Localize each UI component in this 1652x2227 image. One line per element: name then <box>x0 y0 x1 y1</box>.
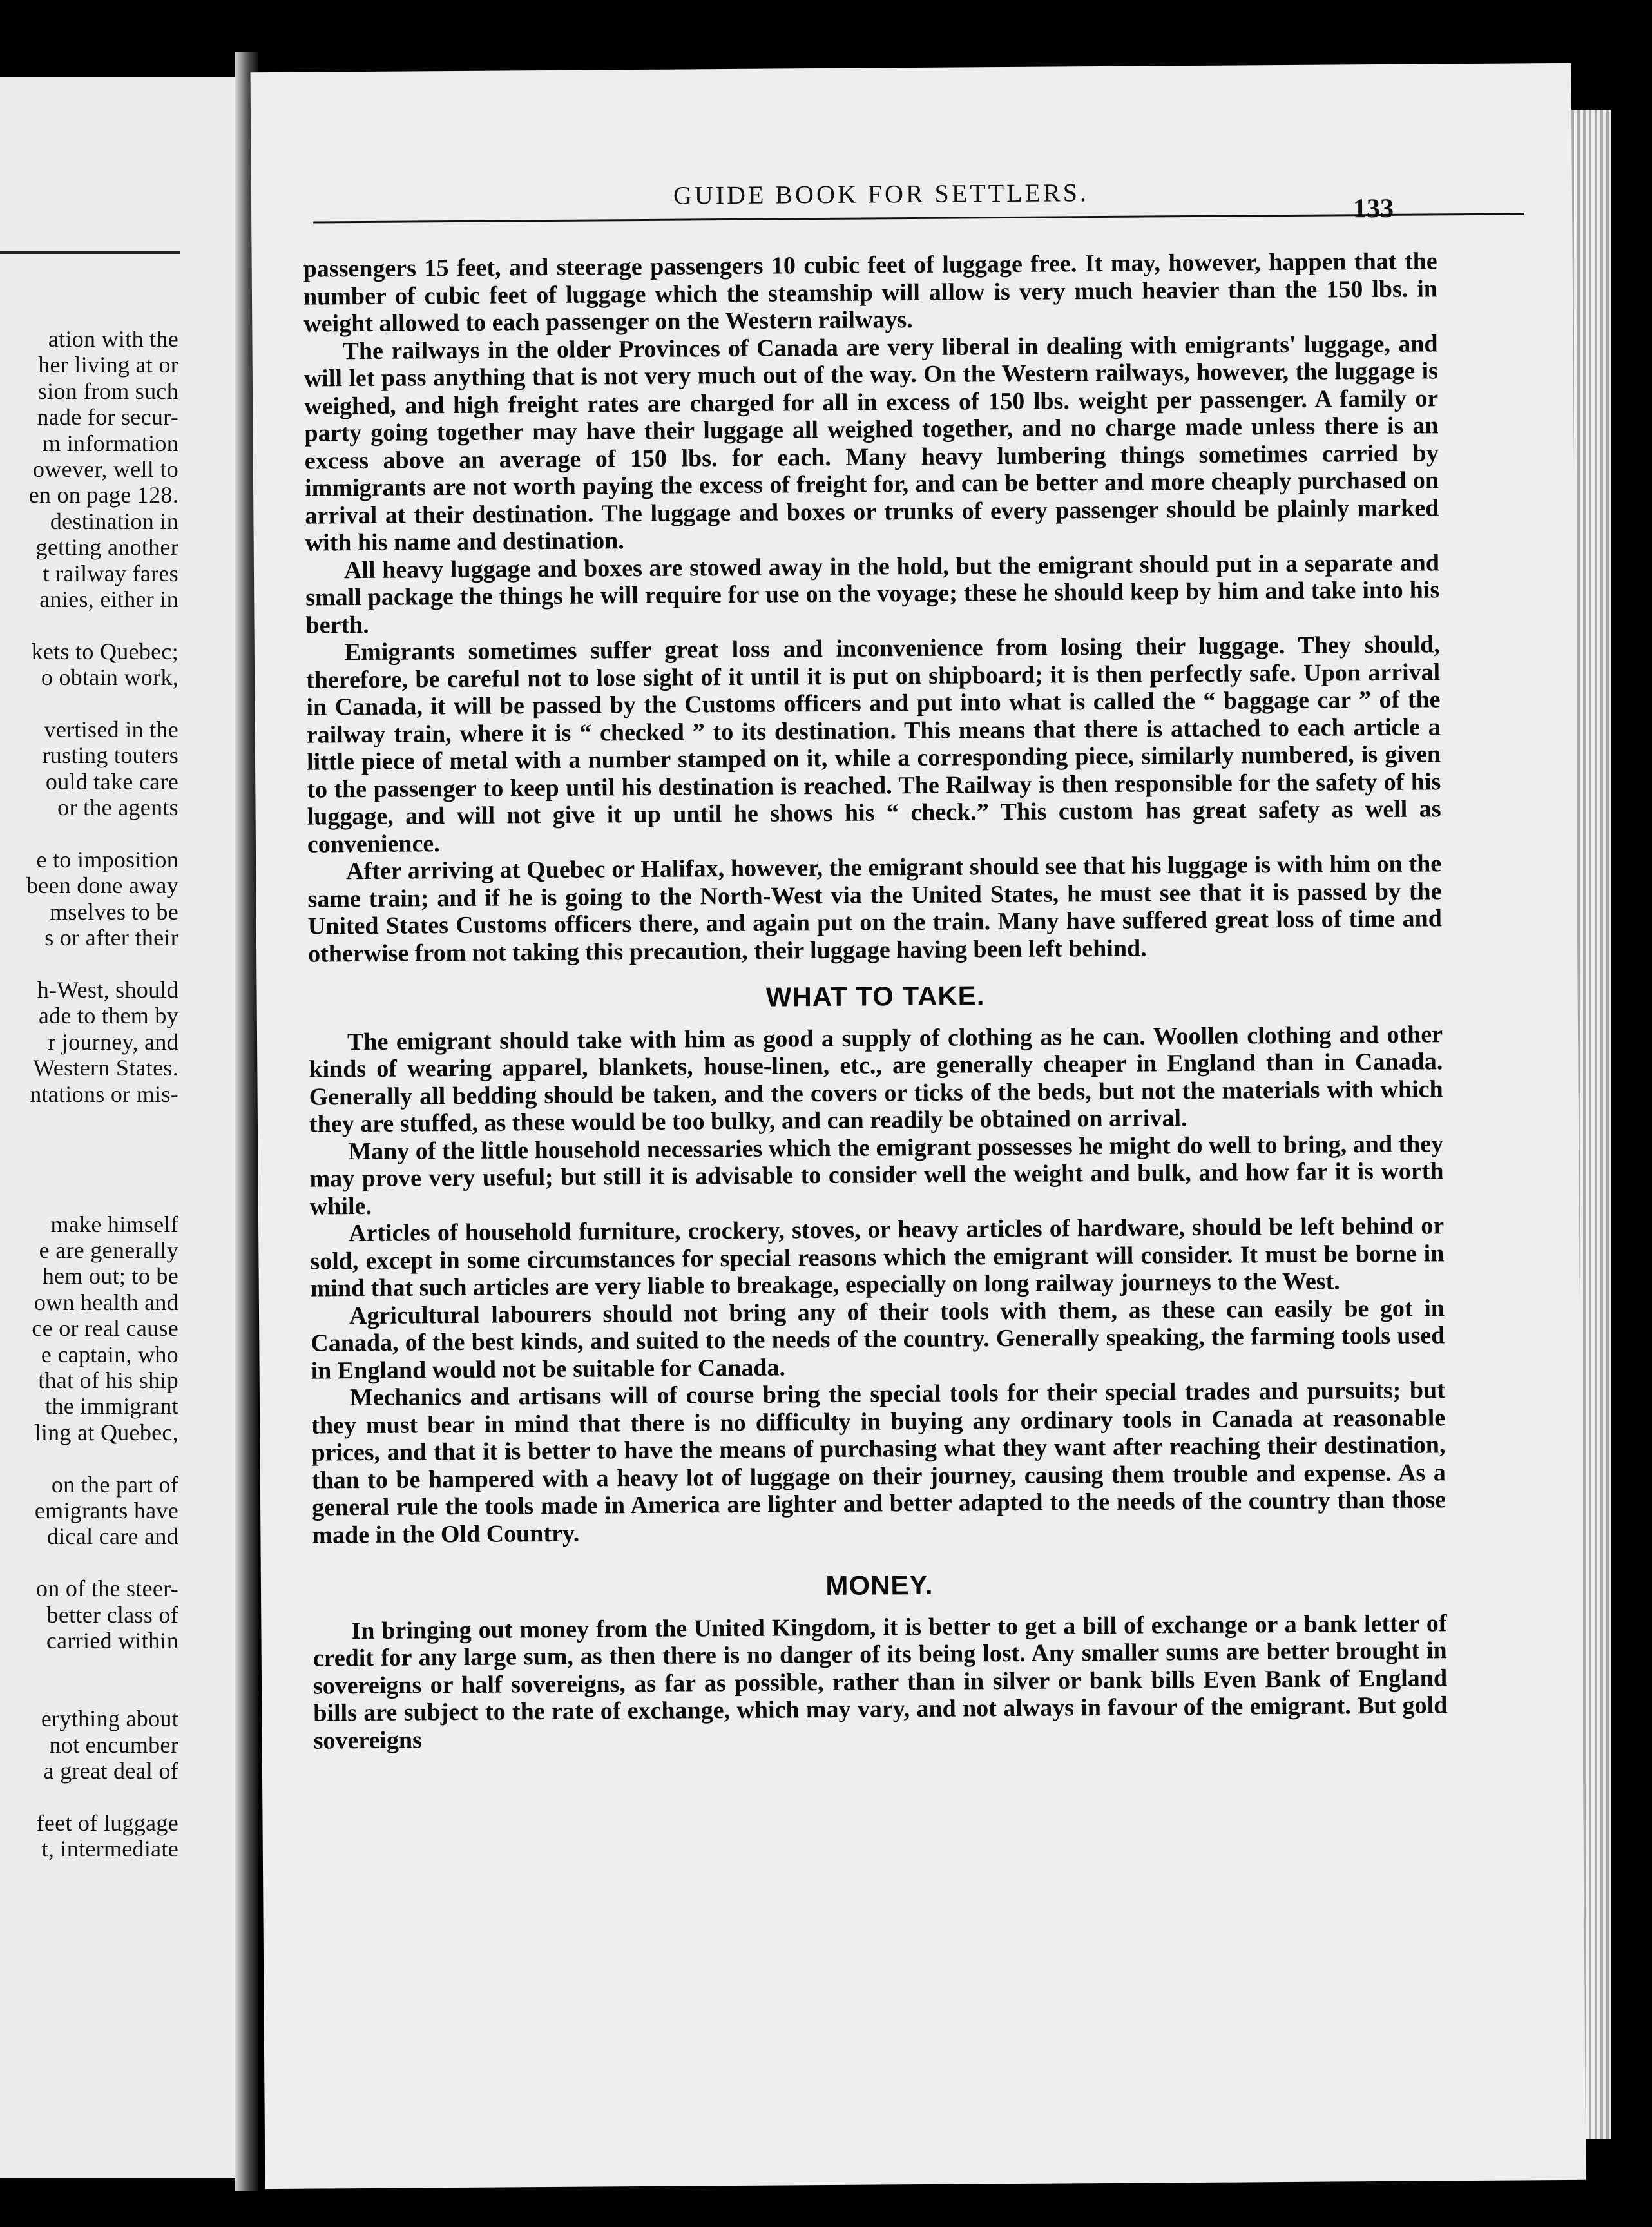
left-page-line: e captain, who <box>41 1341 178 1367</box>
left-page-line: owever, well to <box>33 456 178 482</box>
left-page-line: or the agents <box>57 795 178 821</box>
paragraph: The emigrant should take with him as good a supply of clothing as he can. Woollen clothing and other kinds of wearing apparel, blankets, house-linen, etc., are generally cheaper in England than in Canada. Generally all bedding should be taken, and the covers or ticks of the beds, but not the materials with which they are stuffed, as these would be too bulky, and can readily be obtained on arrival. <box>309 1020 1443 1138</box>
left-page-line: on the part of <box>51 1471 178 1498</box>
left-page-line: own health and <box>34 1289 178 1315</box>
left-page-line: en on page 128. <box>28 482 178 508</box>
left-page-line: dical care and <box>46 1523 178 1550</box>
running-head: GUIDE BOOK FOR SETTLERS. <box>673 178 1090 210</box>
left-page-line: emigrants have <box>34 1498 178 1523</box>
left-page-line: m information <box>43 430 178 456</box>
paragraph: Articles of household furniture, crockery, stoves, or heavy articles of hardware, should be left behind or sold, except in some circumstances for special reasons which the emigrant will consider. It must be borne in mind that such articles are very liable to breakage, especially on long railway journeys to the West. <box>310 1212 1445 1302</box>
left-page-line: feet of luggage <box>36 1809 178 1836</box>
body-text <box>303 247 1448 1754</box>
left-page-line: anies, either in <box>39 586 178 612</box>
left-page-line: ntations or mis- <box>30 1081 178 1107</box>
left-page-line: Western States. <box>33 1055 178 1081</box>
left-page-line: rusting touters <box>42 742 178 769</box>
left-page-line: e to imposition <box>36 847 178 872</box>
paragraph: Emigrants sometimes suffer great loss and inconvenience from losing their luggage. They should, therefore, be careful not to lose sight of it until it is put on shipboard; it is then perfectly safe. Upon arrival in Canada, it will be passed by the Customs officers and put into what is called the “ baggage car ” of the railway train, where it is “ checked ” to its destination. This means that there is attached to each article a little piece of metal with a number stamped on it, while a corresponding piece, similarly numbered, is given to the passenger to keep until his destination is reached. The Railway is then responsible for the safety of his luggage, and will not give it up until he shows his “ check.” This custom has great safety as well as convenience. <box>305 631 1441 858</box>
left-page-line: ation with the <box>48 326 178 352</box>
left-page-line: ould take care <box>45 768 178 795</box>
paragraph: In bringing out money from the United Kingdom, it is better to get a bill of exchange or a bank letter of credit for any large sum, as then there is no danger of its being lost. Any smaller sums are better brought in sovereigns or half sovereigns, as far as possible, rather than in silver or bank bills Even Bank of England bills are subject to the rate of exchange, which may vary, and not always in favour of the emigrant. But gold sovereigns <box>312 1609 1448 1755</box>
left-page-line: that of his ship <box>38 1367 178 1393</box>
left-page-line: sion from such <box>37 378 178 404</box>
left-page-line: not encumber <box>49 1731 178 1758</box>
left-page-line: r journey, and <box>48 1028 178 1055</box>
left-page-line: carried within <box>46 1628 178 1653</box>
left-page-line: the immigrant <box>45 1393 178 1420</box>
left-page-line: kets to Quebec; <box>31 638 178 664</box>
left-page-line: hem out; to be <box>42 1263 178 1289</box>
left-page-line: a great deal of <box>43 1758 178 1784</box>
paragraph: The railways in the older Provinces of Canada are very liberal in dealing with emigrants' luggage, and will let pass anything that is not very much out of the way. On the Western railways, however, the luggage is weighed, and high freight rates are charged for all in excess of 150 lbs. weight per passenger. A family or party going together may have their luggage all weighed together, and no charge made unless there is an excess above an average of 150 lbs. for each. Many heavy lumbering things sometimes carried by immigrants are not worth paying the excess of freight for, and can be better and more cheaply purchased on arrival at their destination. The luggage and boxes or trunks of every passenger should be plainly marked with his name and destination. <box>303 329 1439 557</box>
paragraph: All heavy luggage and boxes are stowed away in the hold, but the emigrant should put in a separate and small package the things he will require for use on the voyage; these he should keep by him and take into his berth. <box>305 548 1440 639</box>
paragraph: passengers 15 feet, and steerage passengers 10 cubic feet of luggage free. It may, however, happen that the number of cubic feet of luggage which the steamship will allow is very much heavier than the 150 lbs. in weight allowed to each passenger on the Western railways. <box>303 247 1438 338</box>
page-number: 133 <box>1352 193 1394 224</box>
paragraph: After arriving at Quebec or Halifax, however, the emigrant should see that his luggage is with him on the same train; and if he is going to the North-West via the United States, he must see that it is passed by the United States Customs officers there, and again put on the train. Many have suffered great loss of time and otherwise from not taking this precaution, their luggage having been left behind. <box>307 850 1442 968</box>
left-page-line: getting another <box>35 534 178 561</box>
left-page-line: vertised in the <box>44 717 178 742</box>
left-page-line: been done away <box>26 872 178 899</box>
paragraph: Mechanics and artisans will of course bring the special tools for their special trades and pursuits; but they must bear in mind that there is no difficulty in buying any ordinary tools in Canada at reasonable prices, and that it is better to have the means of purchasing what they want after reaching their destination, than to be hampered with a heavy lot of luggage on their journey, causing them trouble and expense. As a general rule the tools made in America are lighter and better adapted to the needs of the country than those made in the Old Country. <box>311 1376 1446 1549</box>
left-page-line: destination in <box>50 508 178 534</box>
left-page-line: t railway fares <box>43 560 178 586</box>
left-page-fragment <box>0 77 235 2178</box>
section-heading-what-to-take: WHAT TO TAKE. <box>765 980 985 1012</box>
right-page <box>251 63 1586 2189</box>
paragraph: Many of the little household necessaries which the emigrant possesses he might do well to bring, and they may prove very useful; but still it is advisable to consider well the weight and bulk, and how far it is worth while. <box>309 1130 1444 1220</box>
left-page-line: t, intermediate <box>41 1836 178 1862</box>
paragraph: Agricultural labourers should not bring any of their tools with them, as these can easily be got in Canada, of the best kinds, and suited to the needs of the country. Generally speaking, the farming tools used in England would not be suitable for Canada. <box>311 1294 1445 1385</box>
left-page-line: ade to them by <box>38 1003 178 1029</box>
left-page-line: ling at Quebec, <box>34 1419 178 1445</box>
left-page-line: e are generally <box>39 1237 178 1263</box>
header-rule <box>313 213 1524 223</box>
section-heading-money: MONEY. <box>825 1569 934 1601</box>
left-page-line: s or after their <box>44 925 178 951</box>
left-page-line: o obtain work, <box>41 664 178 691</box>
left-page-line: nade for secur- <box>37 404 178 430</box>
left-page-line: on of the steer- <box>36 1576 178 1602</box>
left-page-line: her living at or <box>38 352 178 378</box>
left-page-line: mselves to be <box>50 898 178 925</box>
left-page-line: better class of <box>46 1601 178 1628</box>
left-page-line: make himself <box>50 1211 178 1237</box>
left-page-line: ce or real cause <box>32 1315 178 1342</box>
left-page-line: h-West, should <box>37 977 178 1003</box>
left-page-line: erything about <box>41 1706 178 1732</box>
left-page-text <box>0 77 235 2178</box>
